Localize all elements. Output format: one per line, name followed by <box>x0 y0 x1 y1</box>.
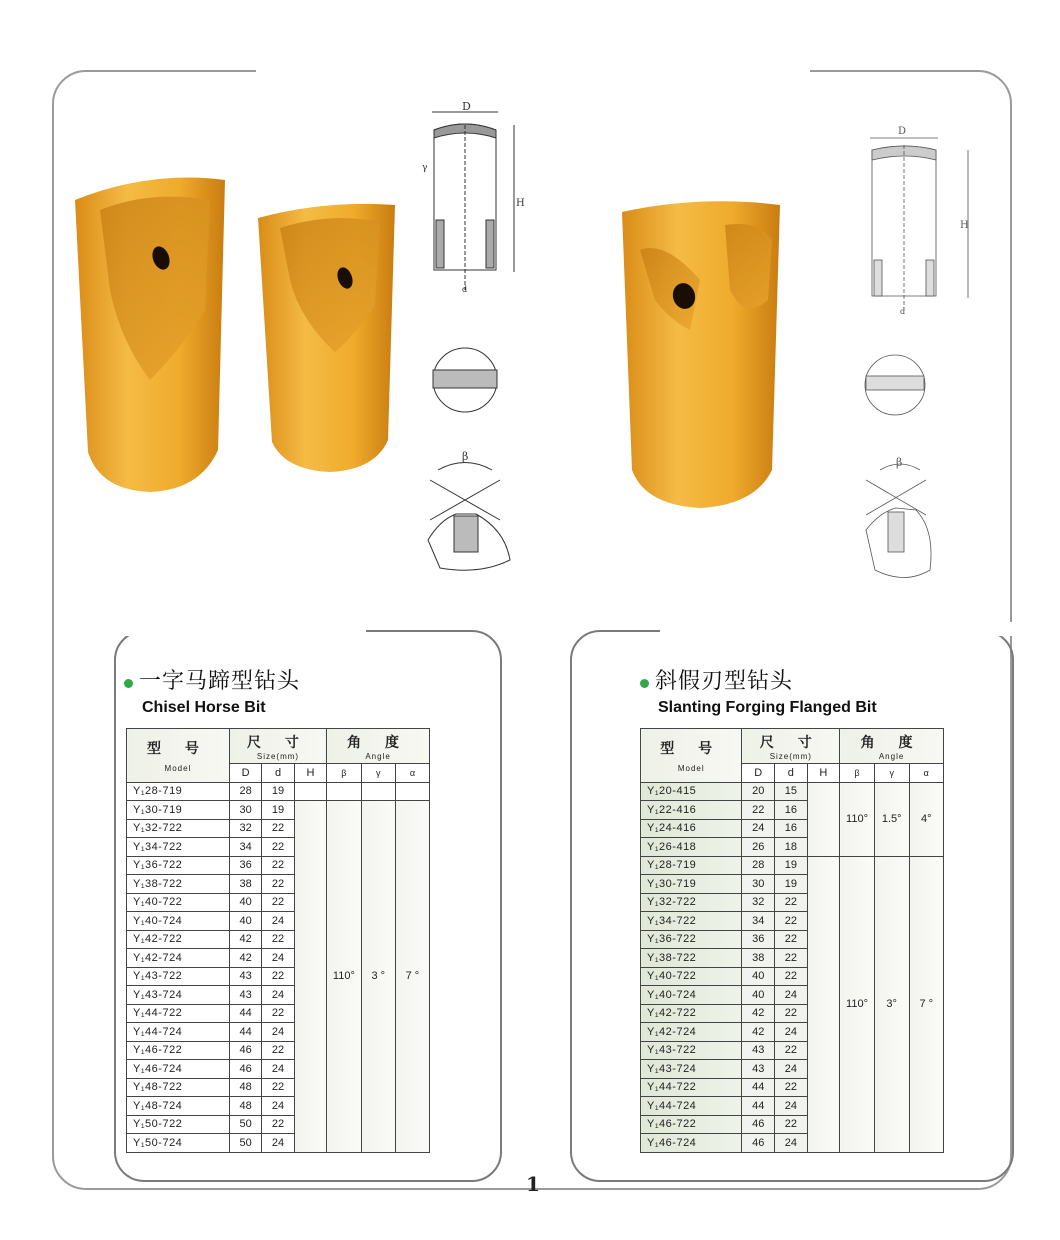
size-d-cell: 22 <box>262 893 294 912</box>
model-cell: Y₁32-722 <box>127 819 230 838</box>
chisel-bit-heading <box>124 664 300 717</box>
model-header: 型 号 Model <box>127 729 230 783</box>
chisel-bit-drawing <box>422 100 525 570</box>
size-d-cell: 24 <box>775 1060 808 1079</box>
angle-header: 角 度 Angle <box>840 729 944 764</box>
size-d-cell: 19 <box>262 782 294 801</box>
model-cell: Y₁44-724 <box>127 1023 230 1042</box>
model-cell: Y₁34-722 <box>641 912 742 931</box>
size-d-cell: 22 <box>262 838 294 857</box>
angle-gamma-cell <box>361 782 395 801</box>
svg-text:β: β <box>462 450 469 463</box>
table-row <box>127 801 430 820</box>
col-H: H <box>294 764 326 783</box>
size-D-cell: 50 <box>229 1115 261 1134</box>
svg-text:D: D <box>462 100 471 113</box>
model-cell: Y₁22-416 <box>641 801 742 820</box>
size-D-cell: 46 <box>229 1041 261 1060</box>
angle-header: 角 度 Angle <box>327 729 430 764</box>
model-cell: Y₁42-722 <box>641 1004 742 1023</box>
size-D-cell: 36 <box>229 856 261 875</box>
angle-gamma-cell: 1.5° <box>874 782 909 856</box>
model-cell: Y₁48-724 <box>127 1097 230 1116</box>
model-cell: Y₁43-722 <box>127 967 230 986</box>
svg-text:D: D <box>898 126 907 137</box>
size-H-cell <box>294 801 326 1153</box>
col-d: d <box>775 764 808 783</box>
model-cell: Y₁43-722 <box>641 1041 742 1060</box>
angle-gamma-cell: 3° <box>874 856 909 1152</box>
model-cell: Y₁48-722 <box>127 1078 230 1097</box>
model-cell: Y₁46-722 <box>127 1041 230 1060</box>
size-D-cell: 32 <box>229 819 261 838</box>
size-d-cell: 19 <box>262 801 294 820</box>
size-D-cell: 38 <box>229 875 261 894</box>
model-cell: Y₁46-722 <box>641 1115 742 1134</box>
model-cell: Y₁36-722 <box>127 856 230 875</box>
model-cell: Y₁44-722 <box>127 1004 230 1023</box>
model-cell: Y₁40-724 <box>127 912 230 931</box>
size-D-cell: 43 <box>229 986 261 1005</box>
model-cell: Y₁34-722 <box>127 838 230 857</box>
size-D-cell: 40 <box>229 912 261 931</box>
size-D-cell: 34 <box>229 838 261 857</box>
model-cell: Y₁42-724 <box>641 1023 742 1042</box>
size-d-cell: 22 <box>262 819 294 838</box>
size-D-cell: 46 <box>742 1115 775 1134</box>
chisel-bit-title-cn: 一字马蹄型钻头 <box>139 669 301 694</box>
size-d-cell: 22 <box>262 1004 294 1023</box>
size-d-cell: 24 <box>775 1134 808 1153</box>
table-row <box>127 782 430 801</box>
size-d-cell: 19 <box>775 875 808 894</box>
size-d-cell: 22 <box>775 930 808 949</box>
size-D-cell: 42 <box>742 1023 775 1042</box>
size-D-cell: 24 <box>742 819 775 838</box>
size-D-cell: 30 <box>229 801 261 820</box>
flanged-bit-heading <box>640 664 877 717</box>
model-cell: Y₁42-722 <box>127 930 230 949</box>
size-d-cell: 24 <box>262 1060 294 1079</box>
product-illustrations <box>60 100 1000 590</box>
size-d-cell: 15 <box>775 782 808 801</box>
size-d-cell: 24 <box>775 1097 808 1116</box>
size-D-cell: 40 <box>742 986 775 1005</box>
size-D-cell: 26 <box>742 838 775 857</box>
size-D-cell: 46 <box>742 1134 775 1153</box>
flanged-bit-drawing <box>865 126 969 578</box>
model-cell: Y₁50-724 <box>127 1134 230 1153</box>
size-d-cell: 18 <box>775 838 808 857</box>
svg-text:H: H <box>960 220 969 231</box>
size-H-cell <box>807 856 840 1152</box>
svg-text:d: d <box>462 285 468 294</box>
col-alpha: α <box>909 764 943 783</box>
size-d-cell: 24 <box>262 949 294 968</box>
model-cell: Y₁44-722 <box>641 1078 742 1097</box>
bullet-icon <box>124 679 133 688</box>
col-D: D <box>229 764 261 783</box>
size-d-cell: 22 <box>262 875 294 894</box>
size-D-cell: 46 <box>229 1060 261 1079</box>
size-D-cell: 43 <box>742 1060 775 1079</box>
size-D-cell: 44 <box>742 1097 775 1116</box>
chisel-bit-title-en: Chisel Horse Bit <box>142 699 266 716</box>
col-alpha: α <box>395 764 429 783</box>
svg-text:H: H <box>516 198 525 209</box>
size-D-cell: 43 <box>742 1041 775 1060</box>
frame-gap <box>256 64 810 78</box>
frame-gap <box>660 622 1020 636</box>
size-d-cell: 16 <box>775 819 808 838</box>
size-D-cell: 22 <box>742 801 775 820</box>
size-d-cell: 22 <box>262 967 294 986</box>
model-cell: Y₁30-719 <box>641 875 742 894</box>
size-D-cell: 48 <box>229 1097 261 1116</box>
col-beta: β <box>840 764 875 783</box>
size-d-cell: 24 <box>262 1097 294 1116</box>
angle-gamma-cell: 3 ° <box>361 801 395 1153</box>
chisel-bit-spec-table <box>126 728 430 1153</box>
angle-alpha-cell: 7 ° <box>395 801 429 1153</box>
size-D-cell: 20 <box>742 782 775 801</box>
size-D-cell: 42 <box>229 930 261 949</box>
size-d-cell: 24 <box>262 1023 294 1042</box>
size-D-cell: 44 <box>229 1023 261 1042</box>
size-d-cell: 22 <box>775 967 808 986</box>
model-cell: Y₁28-719 <box>641 856 742 875</box>
table-row <box>641 782 944 801</box>
size-D-cell: 32 <box>742 893 775 912</box>
flanged-bit-title-en: Slanting Forging Flanged Bit <box>658 699 877 716</box>
model-cell: Y₁40-722 <box>641 967 742 986</box>
angle-alpha-cell <box>395 782 429 801</box>
model-cell: Y₁26-418 <box>641 838 742 857</box>
model-cell: Y₁44-724 <box>641 1097 742 1116</box>
size-D-cell: 36 <box>742 930 775 949</box>
model-cell: Y₁40-724 <box>641 986 742 1005</box>
angle-beta-cell: 110° <box>840 856 875 1152</box>
size-d-cell: 22 <box>775 912 808 931</box>
angle-beta-cell: 110° <box>327 801 362 1153</box>
size-D-cell: 34 <box>742 912 775 931</box>
model-cell: Y₁40-722 <box>127 893 230 912</box>
model-cell: Y₁46-724 <box>127 1060 230 1079</box>
size-d-cell: 22 <box>262 930 294 949</box>
size-D-cell: 44 <box>742 1078 775 1097</box>
svg-text:d: d <box>900 307 906 316</box>
size-d-cell: 22 <box>775 949 808 968</box>
angle-beta-cell <box>327 782 362 801</box>
col-beta: β <box>327 764 362 783</box>
col-gamma: γ <box>361 764 395 783</box>
flanged-bit-title-cn: 斜假刃型钻头 <box>655 669 794 694</box>
size-D-cell: 28 <box>742 856 775 875</box>
size-D-cell: 42 <box>742 1004 775 1023</box>
model-cell: Y₁36-722 <box>641 930 742 949</box>
size-D-cell: 50 <box>229 1134 261 1153</box>
size-D-cell: 43 <box>229 967 261 986</box>
model-cell: Y₁43-724 <box>127 986 230 1005</box>
model-cell: Y₁32-722 <box>641 893 742 912</box>
model-cell: Y₁38-722 <box>641 949 742 968</box>
bullet-icon <box>640 679 649 688</box>
size-d-cell: 22 <box>262 1041 294 1060</box>
chisel-bit-image-large <box>75 178 225 493</box>
size-D-cell: 30 <box>742 875 775 894</box>
size-D-cell: 38 <box>742 949 775 968</box>
page-number: 1 <box>526 1172 540 1196</box>
chisel-bit-image-small <box>258 204 395 472</box>
size-H-cell <box>294 782 326 801</box>
size-d-cell: 24 <box>262 1134 294 1153</box>
model-cell: Y₁43-724 <box>641 1060 742 1079</box>
size-header: 尺 寸 Size(mm) <box>742 729 840 764</box>
size-d-cell: 24 <box>262 912 294 931</box>
model-cell: Y₁30-719 <box>127 801 230 820</box>
size-d-cell: 24 <box>775 1023 808 1042</box>
model-cell: Y₁38-722 <box>127 875 230 894</box>
size-header: 尺 寸 Size(mm) <box>229 729 326 764</box>
size-d-cell: 16 <box>775 801 808 820</box>
model-cell: Y₁20-415 <box>641 782 742 801</box>
table-row <box>641 856 944 875</box>
size-d-cell: 22 <box>262 1115 294 1134</box>
size-d-cell: 22 <box>775 1041 808 1060</box>
size-d-cell: 19 <box>775 856 808 875</box>
flanged-bit-spec-table <box>640 728 944 1153</box>
model-cell: Y₁46-724 <box>641 1134 742 1153</box>
angle-alpha-cell: 7 ° <box>909 856 943 1152</box>
col-gamma: γ <box>874 764 909 783</box>
size-D-cell: 42 <box>229 949 261 968</box>
size-D-cell: 40 <box>229 893 261 912</box>
frame-gap <box>108 624 366 636</box>
col-H: H <box>807 764 840 783</box>
size-d-cell: 24 <box>262 986 294 1005</box>
flanged-bit-image <box>622 201 780 508</box>
size-d-cell: 22 <box>775 1078 808 1097</box>
model-cell: Y₁24-416 <box>641 819 742 838</box>
model-cell: Y₁28-719 <box>127 782 230 801</box>
size-D-cell: 48 <box>229 1078 261 1097</box>
model-header: 型 号 Model <box>641 729 742 783</box>
size-d-cell: 22 <box>775 893 808 912</box>
svg-text:γ: γ <box>422 163 428 173</box>
size-d-cell: 24 <box>775 986 808 1005</box>
model-cell: Y₁42-724 <box>127 949 230 968</box>
model-cell: Y₁50-722 <box>127 1115 230 1134</box>
size-D-cell: 40 <box>742 967 775 986</box>
size-D-cell: 28 <box>229 782 261 801</box>
col-d: d <box>262 764 294 783</box>
angle-beta-cell: 110° <box>840 782 875 856</box>
size-D-cell: 44 <box>229 1004 261 1023</box>
size-d-cell: 22 <box>262 1078 294 1097</box>
col-D: D <box>742 764 775 783</box>
size-d-cell: 22 <box>262 856 294 875</box>
angle-alpha-cell: 4° <box>909 782 943 856</box>
size-H-cell <box>807 782 840 856</box>
svg-text:β: β <box>896 456 903 469</box>
size-d-cell: 22 <box>775 1115 808 1134</box>
size-d-cell: 22 <box>775 1004 808 1023</box>
